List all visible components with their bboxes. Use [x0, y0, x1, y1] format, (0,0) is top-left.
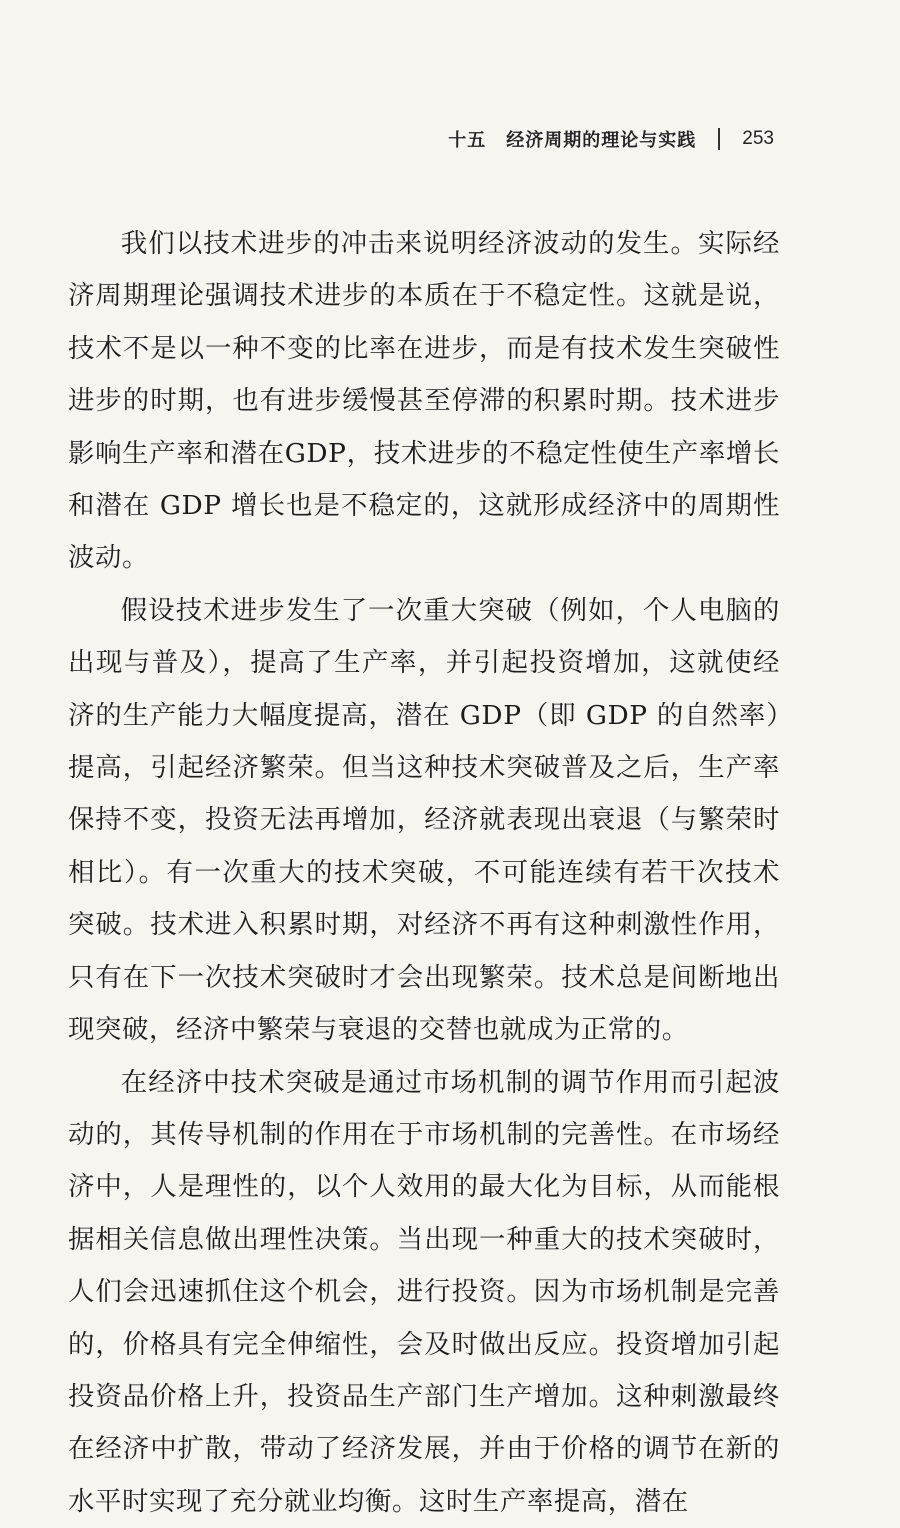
chapter-title: 经济周期的理论与实践: [506, 126, 696, 152]
chapter-number: 十五: [448, 126, 486, 152]
running-header: [448, 126, 774, 152]
paragraph-3: 在经济中技术突破是通过市场机制的调节作用而引起波动的，其传导机制的作用在于市场机制的完善性。在市场经济中，人是理性的，以个人效用的最大化为目标，从而能根据相关信息做出理性决策。当出现一种重大的技术突破时，人们会迅速抓住这个机会，进行投资。因为市场机制是完善的，价格具有完全伸缩性，会及时做出反应。投资增加引起投资品价格上升，投资品生产部门生产增加。这种刺激最终在经济中扩散，带动了经济发展，并由于价格的调节在新的水平时实现了充分就业均衡。这时生产率提高，潜在: [68, 1057, 780, 1528]
paragraph-2: 假设技术进步发生了一次重大突破（例如，个人电脑的出现与普及），提高了生产率，并引起投资增加，这就使经济的生产能力大幅度提高，潜在 GDP（即 GDP 的自然率）提高，引起经济繁荣。但当这种技术突破普及之后，生产率保持不变，投资无法再增加，经济就表现出衰退（与繁荣时相比）。有一次重大的技术突破，不可能连续有若干次技术突破。技术进入积累时期，对经济不再有这种刺激性作用，只有在下一次技术突破时才会出现繁荣。技术总是间断地出现突破，经济中繁荣与衰退的交替也就成为正常的。: [68, 585, 780, 1057]
page-number: 253: [742, 128, 774, 150]
paragraph-1: 我们以技术进步的冲击来说明经济波动的发生。实际经济周期理论强调技术进步的本质在于不稳定性。这就是说，技术不是以一种不变的比率在进步，而是有技术发生突破性进步的时期，也有进步缓慢甚至停滞的积累时期。技术进步影响生产率和潜在GDP，技术进步的不稳定性使生产率增长和潜在 GDP 增长也是不稳定的，这就形成经济中的周期性波动。: [68, 218, 780, 585]
header-divider: [718, 128, 720, 150]
body-text: [68, 218, 780, 1528]
